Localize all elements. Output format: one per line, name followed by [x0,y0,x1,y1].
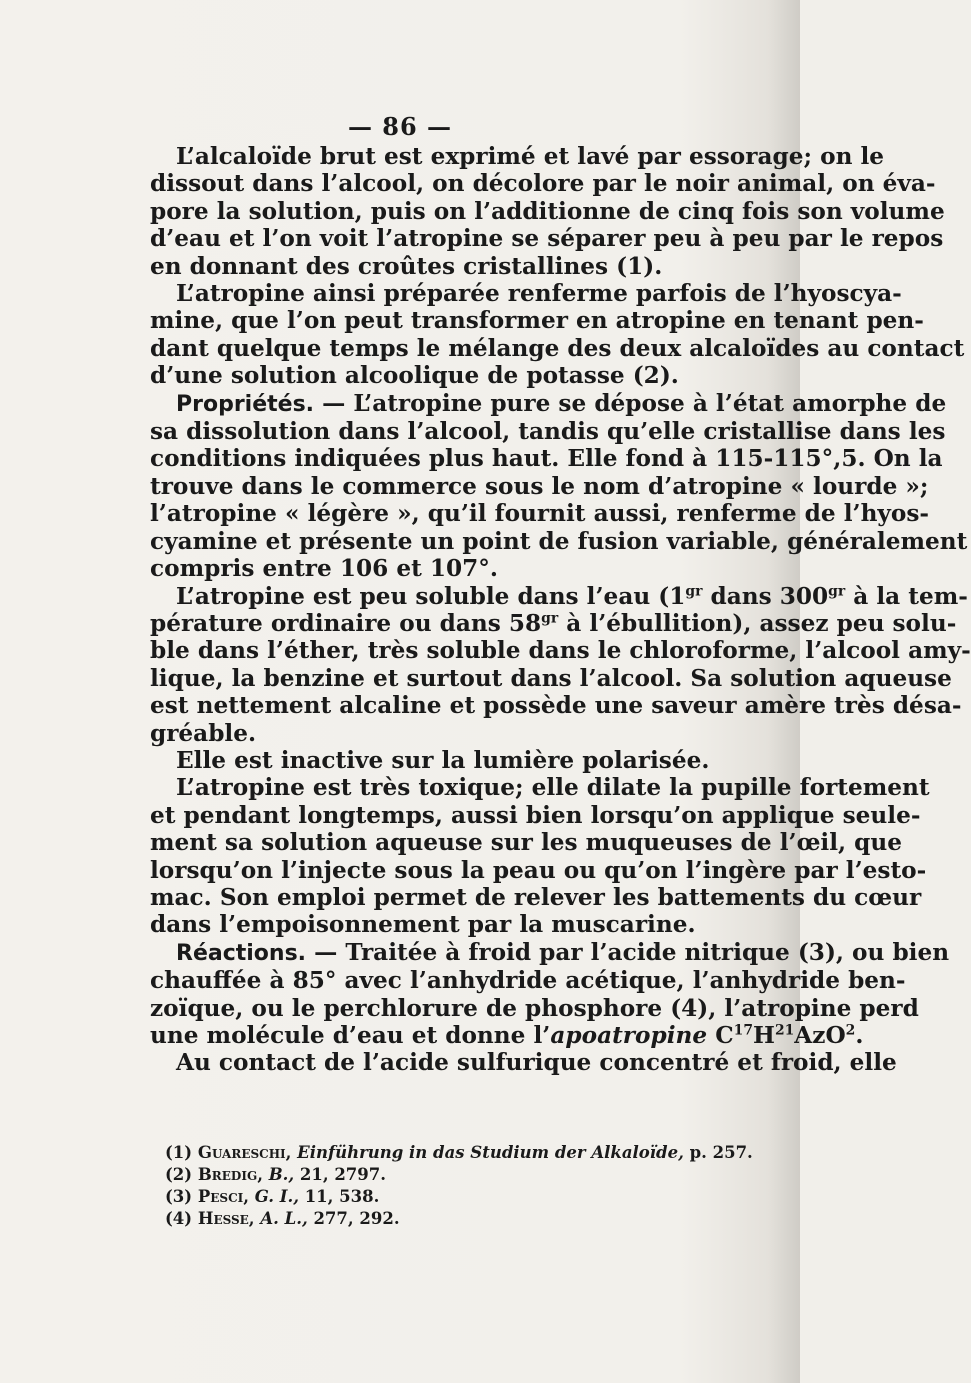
text-fragment: dans 300 [702,582,829,610]
footnote-title: Einführung in das Studium der Alkaloïde, [297,1143,684,1162]
text-line: L’atropine ainsi préparée renferme parfois de l’hyoscya- [176,280,902,308]
text-fragment: H [753,1022,775,1049]
text-fragment: — Traitée à froid par l’acide nitrique (3), ou bien [314,938,950,966]
superscript: 2 [845,1022,856,1039]
text-line: mac. Son emploi permet de relever les battements du cœur [150,883,922,911]
footnote-number: (4) [165,1209,193,1228]
text-line: lique, la benzine et surtout dans l’alcool. Sa solution aqueuse [150,664,952,692]
text-line: sa dissolution dans l’alcool, tandis qu’elle cristallise dans les [150,418,946,446]
text-line: conditions indiquées plus haut. Elle fond à 115-115°,5. On la [150,445,943,473]
text-line: ble dans l’éther, très soluble dans le chloroforme, l’alcool amy- [150,637,971,665]
text-line: d’eau et l’on voit l’atropine se séparer peu à peu par le repos [150,225,944,253]
text-line: en donnant des croûtes cristallines (1). [150,252,663,280]
text-line: dant quelque temps le mélange des deux alcaloïdes au contact [150,334,965,362]
text-fragment: AzO [794,1022,846,1049]
text-line: dans l’empoisonnement par la muscarine. [150,911,696,939]
text-line: lorsqu’on l’injecte sous la peau ou qu’on l’ingère par l’esto- [150,856,927,884]
superscript: 21 [774,1022,795,1039]
footnote-author: Pesci, [197,1187,249,1206]
text-fragment: L’atropine est peu soluble dans l’eau (1 [176,582,686,610]
text-line: compris entre 106 et 107°. [150,555,498,583]
footnote-ref: p. 257. [683,1143,753,1162]
text-line: L’atropine est très toxique; elle dilate la pupille fortement [176,774,930,802]
text-fragment: . [855,1022,864,1049]
text-line: Elle est inactive sur la lumière polarisée. [176,746,710,774]
text-line [150,389,947,418]
text-line: chauffée à 85° avec l’anhydride acétique, l’anhydride ben- [150,967,906,995]
superscript: gr [685,582,703,599]
body-text [150,143,971,1077]
text-fragment: pérature ordinaire ou dans 58 [150,609,542,637]
text-fragment: C [707,1022,734,1049]
text-line [150,582,968,610]
footnote-ref: 11, 538. [298,1187,380,1206]
footnote-number: (3) [165,1187,193,1206]
text-line: dissout dans l’alcool, on décolore par le noir animal, on éva- [150,170,936,198]
footnote-title: B., [268,1165,295,1184]
footnote [165,1142,753,1164]
text-fragment: une molécule d’eau et donne l’ [150,1022,551,1049]
footnote-author: Guareschi, [197,1143,292,1162]
superscript: gr [828,582,846,599]
text-line: Au contact de l’acide sulfurique concentré et froid, elle [176,1049,897,1077]
footnote-author: Bredig, [197,1165,263,1184]
superscript: 17 [733,1022,754,1039]
footnote-ref: 21, 2797. [294,1165,386,1184]
text-line: cyamine et présente un point de fusion variable, généralement [150,527,968,555]
text-fragment: à la tem- [845,582,968,610]
footnote-number: (1) [165,1143,193,1162]
text-line: zoïque, ou le perchlorure de phosphore (4), l’atropine perd [150,994,919,1022]
text-line: d’une solution alcoolique de potasse (2). [150,362,679,390]
superscript: gr [541,610,559,627]
text-line: ment sa solution aqueuse sur les muqueuses de l’œil, que [150,829,903,857]
footnote [165,1164,725,1186]
page-number: — 86 — [347,112,453,141]
text-line [150,938,950,967]
italic-term: apoatropine [550,1022,708,1049]
text-fragment: à l’ébullition), assez peu solu- [558,609,957,637]
text-fragment: — L’atropine pure se dépose à l’état amorphe de [322,389,947,417]
footnote-author: Hesse, [197,1209,255,1228]
text-line: trouve dans le commerce sous le nom d’atropine « lourde »; [150,472,929,500]
text-line: pore la solution, puis on l’additionne de cinq fois son volume [150,197,945,225]
footnote-title: A. L., [260,1209,308,1228]
footnote [165,1208,725,1230]
footnote-title: G. I., [254,1187,299,1206]
footnotes [165,1142,753,1230]
text-line: est nettement alcaline et possède une saveur amère très désa- [150,692,962,720]
footnote-number: (2) [165,1165,193,1184]
text-line: l’atropine « légère », qu’il fournit aussi, renferme de l’hyos- [150,500,930,528]
section-heading-reactions: Réactions. [176,940,307,966]
text-line: et pendant longtemps, aussi bien lorsqu’on applique seule- [150,801,921,829]
text-line [150,1022,864,1049]
text-line: mine, que l’on peut transformer en atropine en tenant pen- [150,307,924,335]
section-heading-proprietes: Propriétés. [176,391,315,417]
text-line: gréable. [150,719,257,747]
text-line: L’alcaloïde brut est exprimé et lavé par essorage; on le [176,143,885,170]
text-line [150,609,957,637]
footnote-ref: 277, 292. [307,1209,400,1228]
footnote [165,1186,725,1208]
